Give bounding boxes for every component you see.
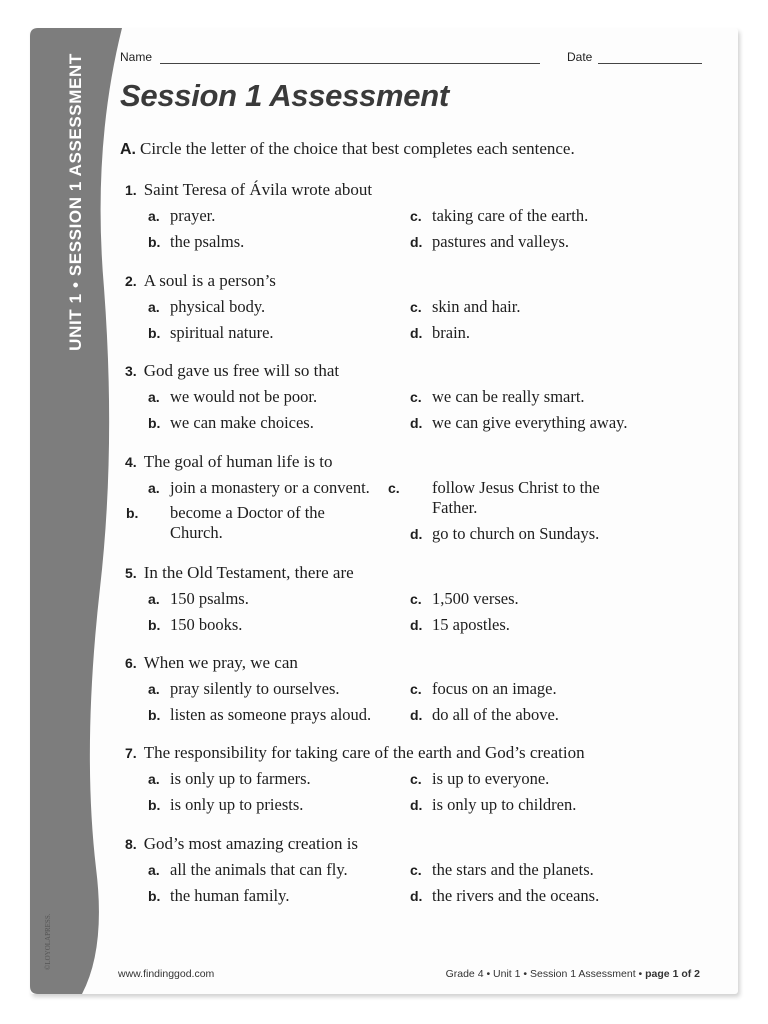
option-letter: d.	[410, 797, 423, 813]
option-letter: a.	[148, 299, 160, 315]
option-d[interactable]	[410, 232, 569, 252]
option-text: prayer.	[170, 206, 216, 225]
option-b[interactable]	[148, 413, 314, 433]
option-letter: c.	[410, 862, 422, 878]
option-d[interactable]	[410, 795, 576, 815]
option-d[interactable]	[410, 413, 627, 433]
option-letter: c.	[410, 299, 422, 315]
option-c[interactable]	[410, 860, 594, 880]
option-letter: b.	[148, 888, 161, 904]
question-text: When we pray, we can	[143, 653, 298, 672]
option-letter: a.	[148, 862, 160, 878]
option-text: the rivers and the oceans.	[432, 886, 600, 905]
option-letter: d.	[410, 325, 423, 341]
side-banner	[42, 52, 85, 352]
question-text: A soul is a person’s	[143, 271, 276, 290]
option-letter: c.	[388, 480, 400, 496]
option-text: do all of the above.	[432, 705, 559, 724]
question-text: The responsibility for taking care of the earth and God’s creation	[143, 743, 585, 762]
option-text: listen as someone prays aloud.	[170, 705, 372, 724]
question-text: God gave us free will so that	[143, 361, 340, 380]
option-d[interactable]	[410, 524, 599, 544]
option-letter: a.	[148, 389, 160, 405]
name-field[interactable]	[160, 63, 540, 64]
option-text: follow Jesus Christ to the Father.	[432, 478, 600, 517]
footer-course: Grade 4 • Unit 1 • Session 1 Assessment •	[445, 968, 643, 980]
option-letter: b.	[148, 797, 161, 813]
question-stem	[125, 563, 354, 583]
question-stem	[125, 271, 276, 291]
option-text: we would not be poor.	[170, 387, 318, 406]
question-number: 5.	[125, 565, 137, 581]
option-text: join a monastery or a convent.	[170, 478, 370, 497]
question-stem	[125, 361, 339, 381]
option-text: pray silently to ourselves.	[170, 679, 340, 698]
option-a[interactable]	[148, 860, 348, 880]
option-a[interactable]	[148, 206, 215, 226]
footer-info	[446, 968, 700, 980]
question-text: The goal of human life is to	[143, 452, 333, 471]
question-number: 4.	[125, 454, 137, 470]
option-text: all the animals that can fly.	[170, 860, 348, 879]
copyright-text: ©LOYOLAPRESS.	[44, 913, 52, 970]
option-b[interactable]	[148, 795, 303, 815]
date-label: Date	[567, 50, 593, 64]
option-c[interactable]	[410, 679, 557, 699]
option-d[interactable]	[410, 886, 599, 906]
option-letter: a.	[148, 591, 160, 607]
option-letter: c.	[410, 681, 422, 697]
page-title: Session 1 Assessment	[120, 78, 449, 113]
option-text: pastures and valleys.	[432, 232, 570, 251]
option-d[interactable]	[410, 615, 510, 635]
question-stem	[125, 653, 298, 673]
option-letter: b.	[148, 707, 161, 723]
option-letter: a.	[148, 681, 160, 697]
option-a[interactable]	[148, 387, 317, 407]
option-d[interactable]	[410, 705, 559, 725]
option-letter: c.	[410, 591, 422, 607]
question-text: God’s most amazing creation is	[143, 834, 359, 853]
option-a[interactable]	[148, 769, 311, 789]
option-text: go to church on Sundays.	[432, 524, 600, 543]
option-c[interactable]	[410, 297, 520, 317]
option-b[interactable]	[148, 323, 274, 343]
option-text: is only up to priests.	[170, 795, 304, 814]
option-letter: b.	[148, 325, 161, 341]
option-text: the psalms.	[170, 232, 245, 251]
option-letter: d.	[410, 707, 423, 723]
option-text: 1,500 verses.	[432, 589, 519, 608]
question-number: 3.	[125, 363, 137, 379]
option-b[interactable]	[148, 886, 289, 906]
option-text: taking care of the earth.	[432, 206, 589, 225]
option-a[interactable]	[148, 679, 340, 699]
option-c[interactable]	[388, 478, 642, 518]
option-text: the human family.	[170, 886, 290, 905]
option-text: is up to everyone.	[432, 769, 550, 788]
option-text: we can give everything away.	[432, 413, 628, 432]
option-text: skin and hair.	[432, 297, 521, 316]
option-letter: c.	[410, 771, 422, 787]
option-c[interactable]	[410, 387, 585, 407]
question-number: 8.	[125, 836, 137, 852]
question-stem	[125, 743, 585, 763]
instruction-letter: A.	[120, 141, 136, 158]
option-text: spiritual nature.	[170, 323, 274, 342]
question-number: 7.	[125, 745, 137, 761]
option-c[interactable]	[410, 589, 519, 609]
option-text: we can be really smart.	[432, 387, 585, 406]
question-stem	[125, 452, 333, 472]
option-letter: b.	[148, 617, 161, 633]
option-text: 15 apostles.	[432, 615, 510, 634]
footer-website[interactable]: www.findinggod.com	[118, 968, 215, 980]
option-text: the stars and the planets.	[432, 860, 594, 879]
option-b[interactable]	[148, 615, 242, 635]
option-text: 150 books.	[170, 615, 243, 634]
side-banner-text: UNIT 1 • SESSION 1 ASSESSMENT	[66, 53, 85, 351]
option-c[interactable]	[410, 769, 549, 789]
option-letter: b.	[148, 415, 161, 431]
option-letter: d.	[410, 234, 423, 250]
option-text: focus on an image.	[432, 679, 557, 698]
option-b[interactable]	[126, 503, 380, 543]
option-a[interactable]	[148, 478, 370, 498]
question-text: Saint Teresa of Ávila wrote about	[143, 180, 373, 199]
option-b[interactable]	[148, 705, 371, 725]
name-label: Name	[120, 50, 153, 64]
option-a[interactable]	[148, 589, 249, 609]
instruction-text: Circle the letter of the choice that best completes each sentence.	[140, 139, 575, 158]
question-number: 2.	[125, 273, 137, 289]
option-letter: b.	[126, 505, 139, 521]
question-number: 1.	[125, 182, 137, 198]
option-a[interactable]	[148, 297, 265, 317]
option-letter: c.	[410, 389, 422, 405]
option-text: 150 psalms.	[170, 589, 249, 608]
option-letter: a.	[148, 208, 160, 224]
option-b[interactable]	[148, 232, 244, 252]
footer-page: page 1 of 2	[645, 968, 700, 980]
question-number: 6.	[125, 655, 137, 671]
option-text: is only up to children.	[432, 795, 577, 814]
option-letter: d.	[410, 617, 423, 633]
date-field[interactable]	[598, 63, 702, 64]
option-text: brain.	[432, 323, 471, 342]
option-letter: d.	[410, 888, 423, 904]
option-letter: d.	[410, 415, 423, 431]
question-stem	[125, 180, 372, 200]
option-letter: a.	[148, 480, 160, 496]
option-letter: d.	[410, 526, 423, 542]
option-text: physical body.	[170, 297, 266, 316]
option-letter: c.	[410, 208, 422, 224]
option-text: become a Doctor of the Church.	[170, 503, 325, 542]
copyright-notice	[34, 840, 52, 980]
instruction	[120, 139, 575, 159]
option-c[interactable]	[410, 206, 588, 226]
option-text: we can make choices.	[170, 413, 314, 432]
option-letter: a.	[148, 771, 160, 787]
option-letter: b.	[148, 234, 161, 250]
question-stem	[125, 834, 358, 854]
option-d[interactable]	[410, 323, 470, 343]
question-text: In the Old Testament, there are	[143, 563, 354, 582]
option-text: is only up to farmers.	[170, 769, 311, 788]
